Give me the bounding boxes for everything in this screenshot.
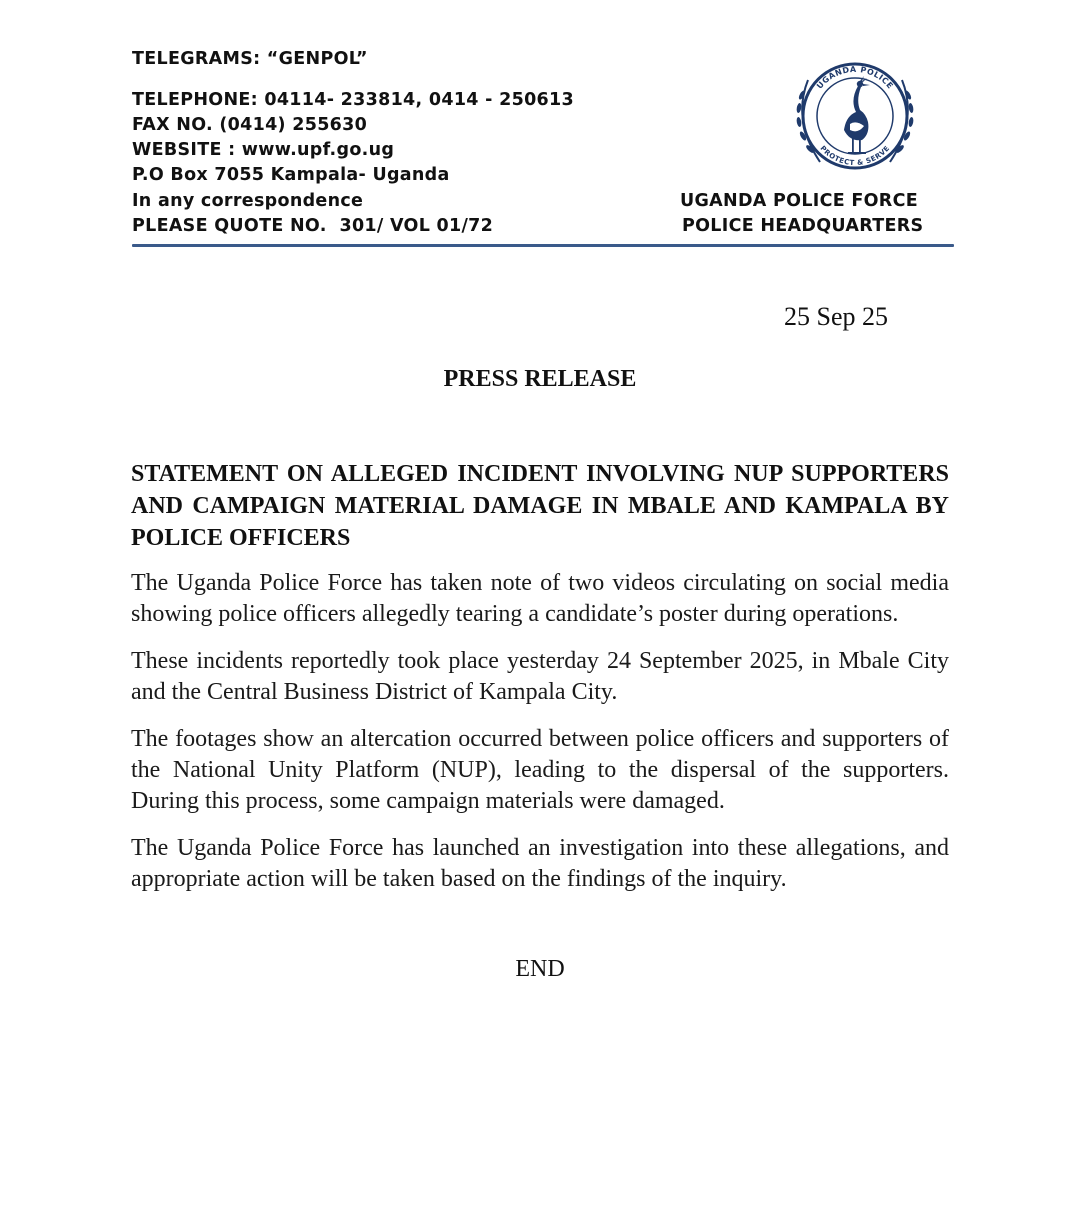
correspondence-line: In any correspondence xyxy=(132,191,364,211)
org-name: UGANDA POLICE FORCE xyxy=(680,191,918,211)
quote-number: 301/ VOL 01/72 xyxy=(339,216,494,236)
crest-top-text: UGANDA POLICE xyxy=(815,64,896,91)
fax-line: FAX NO. (0414) 255630 xyxy=(132,115,368,135)
po-box-line: P.O Box 7055 Kampala- Uganda xyxy=(132,165,450,185)
statement-heading: STATEMENT ON ALLEGED INCIDENT INVOLVING NUP SUPPORTERS AND CAMPAIGN MATERIAL DAMAGE IN MBALE AND KAMPALA BY POLICE OFFICERS xyxy=(131,461,949,551)
police-crest-icon xyxy=(790,50,920,180)
crest-bottom-text: PROTECT & SERVE xyxy=(818,144,892,168)
paragraph-2: These incidents reportedly took place yesterday 24 September 2025, in Mbale City and the Central Business District of Kampala City. xyxy=(131,648,949,705)
letterhead xyxy=(0,0,1080,260)
svg-text:PROTECT & SERVE xyxy=(819,144,892,167)
paragraph-4: The Uganda Police Force has launched an investigation into these allegations, and appropriate action will be taken based on the findings of the inquiry. xyxy=(131,835,949,892)
document-date: 25 Sep 25 xyxy=(784,302,888,331)
telegrams-line: TELEGRAMS: “GENPOL” xyxy=(132,49,368,69)
paragraph-1: The Uganda Police Force has taken note of two videos circulating on social media showing police officers allegedly tearing a candidate’s poster during operations. xyxy=(131,570,949,627)
quote-line xyxy=(132,215,493,237)
telephone-line: TELEPHONE: 04114- 233814, 0414 - 250613 xyxy=(132,90,574,110)
website-line: WEBSITE : www.upf.go.ug xyxy=(132,140,395,160)
quote-prefix: PLEASE QUOTE NO. xyxy=(132,216,327,236)
press-release-title: PRESS RELEASE xyxy=(443,366,637,392)
letterhead-rule xyxy=(132,244,954,247)
end-marker: END xyxy=(515,956,565,982)
org-unit: POLICE HEADQUARTERS xyxy=(682,216,924,236)
paragraph-3: The footages show an altercation occurred between police officers and supporters of the National Unity Platform (NUP), leading to the dispersal of the supporters. During this process, some campaign materials were damaged. xyxy=(131,726,949,814)
